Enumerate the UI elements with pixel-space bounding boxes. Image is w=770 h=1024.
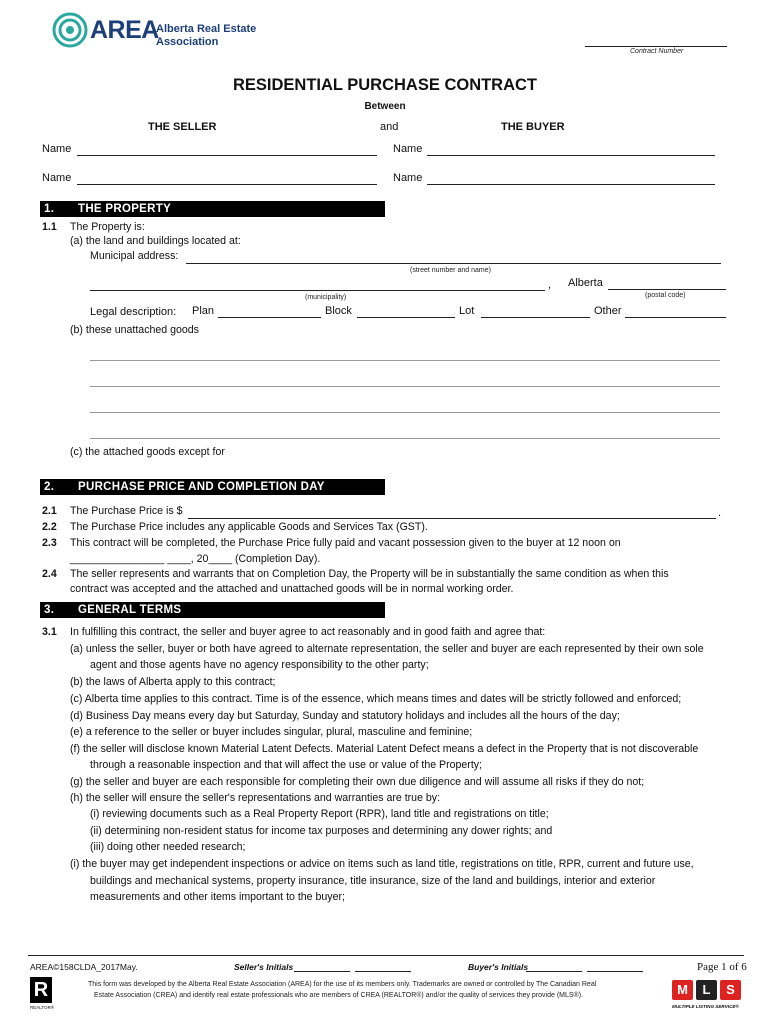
clause-text: This contract will be completed, the Purchase Price fully paid and vacant possession given to the buyer at 12 noon on xyxy=(70,537,621,549)
section-2-number: 2. xyxy=(44,481,55,493)
clause-text: The Purchase Price is $ xyxy=(70,505,183,517)
term-line xyxy=(0,710,770,726)
seller-initials-field-2[interactable] xyxy=(355,971,411,972)
term-line xyxy=(0,808,770,824)
term-line xyxy=(0,726,770,742)
logo-sub-line2: Association xyxy=(156,36,219,48)
term-line xyxy=(0,743,770,759)
buyer-name-field-1[interactable] xyxy=(427,155,715,156)
term-line xyxy=(0,792,770,808)
mls-caption: MULTIPLE LISTING SERVICE® xyxy=(672,1004,739,1009)
buyer-initials-field-2[interactable] xyxy=(587,971,643,972)
section-2-title: PURCHASE PRICE AND COMPLETION DAY xyxy=(78,481,325,493)
term-text: measurements and other items important to the buyer; xyxy=(90,891,345,903)
clause-3-1 xyxy=(0,626,770,642)
mls-s-icon: S xyxy=(720,980,741,1000)
clause-2-2 xyxy=(0,521,770,537)
municipal-address-field[interactable] xyxy=(186,263,721,264)
term-text: (i) the buyer may get independent inspections or advice on items such as land title, registrations on title, RPR, current and future use, xyxy=(70,858,694,870)
comma: , xyxy=(548,279,552,291)
term-line xyxy=(0,693,770,709)
clause-text: The Purchase Price includes any applicable Goods and Services Tax (GST). xyxy=(70,521,428,533)
clause-1-1-a: (a) the land and buildings located at: xyxy=(70,235,241,247)
clause-2-4 xyxy=(0,568,770,584)
term-text: (e) a reference to the seller or buyer includes singular, plural, masculine and feminine; xyxy=(70,726,473,738)
form-id: AREA©158CLDA_2017May. xyxy=(30,962,138,972)
contract-number-line[interactable] xyxy=(585,46,727,47)
street-caption: (street number and name) xyxy=(410,267,491,274)
contract-number-label: Contract Number xyxy=(630,48,684,55)
term-line xyxy=(0,841,770,857)
footer-rule xyxy=(28,955,744,956)
section-1-title: THE PROPERTY xyxy=(78,203,172,215)
other-field[interactable] xyxy=(625,317,726,318)
lot-label: Lot xyxy=(459,305,475,317)
municipal-address-label: Municipal address: xyxy=(90,250,179,262)
clause-1-1-b: (b) these unattached goods xyxy=(70,324,199,336)
seller-name-label-2: Name xyxy=(42,172,72,184)
municipality-field[interactable] xyxy=(90,290,545,291)
seller-initials-label: Seller's Initials xyxy=(234,962,294,972)
seller-name-field-2[interactable] xyxy=(77,184,377,185)
area-logo-icon xyxy=(52,12,88,48)
seller-name-label-1: Name xyxy=(42,143,72,155)
term-text: through a reasonable inspection and that will affect the use or value of the Property; xyxy=(90,759,483,771)
purchase-price-period: . xyxy=(718,507,722,519)
buyer-name-field-2[interactable] xyxy=(427,184,715,185)
clause-number: 3.1 xyxy=(42,626,57,638)
term-text: agent and those agents have no agency responsibility to the other party; xyxy=(90,659,429,671)
unattached-goods-line-2[interactable] xyxy=(90,386,720,387)
term-line xyxy=(0,776,770,792)
realtor-caption: REALTOR® xyxy=(30,1005,55,1010)
mls-logo xyxy=(672,978,742,1016)
clause-1-1-c: (c) the attached goods except for xyxy=(70,446,225,458)
clause-2-4-line2 xyxy=(0,583,770,599)
term-text: (iii) doing other needed research; xyxy=(90,841,246,853)
term-text: (c) Alberta time applies to this contract. Time is of the essence, which means times and dates will be strictly followed and enforced; xyxy=(70,693,682,705)
clause-2-3 xyxy=(0,537,770,553)
term-line xyxy=(0,659,770,675)
lot-field[interactable] xyxy=(481,317,590,318)
term-text: (b) the laws of Alberta apply to this contract; xyxy=(70,676,276,688)
logo-wordmark: AREA xyxy=(90,16,159,44)
term-line xyxy=(0,891,770,907)
postal-code-field[interactable] xyxy=(608,289,726,290)
and-label: and xyxy=(380,121,399,133)
section-1-number: 1. xyxy=(44,203,55,215)
clause-2-3-line2[interactable] xyxy=(0,553,770,569)
section-2-header xyxy=(40,479,385,495)
term-line xyxy=(0,858,770,874)
section-3-title: GENERAL TERMS xyxy=(78,604,182,616)
clause-number: 2.4 xyxy=(42,568,57,580)
term-text: (i) reviewing documents such as a Real Property Report (RPR), land title and registrations on title; xyxy=(90,808,549,820)
legal-description-label: Legal description: xyxy=(90,306,177,318)
term-text: (h) the seller will ensure the seller's representations and warranties are true by: xyxy=(70,792,441,804)
postal-caption: (postal code) xyxy=(645,292,686,299)
term-line xyxy=(0,759,770,775)
buyer-name-label-2: Name xyxy=(393,172,423,184)
term-text: (g) the seller and buyer are each responsible for completing their own due diligence and will assume all risks if they do not; xyxy=(70,776,645,788)
realtor-logo xyxy=(30,977,54,1013)
area-logo xyxy=(52,10,262,50)
trademark-notice-line2: Estate Association (CREA) and identify real estate professionals who are members of CREA (REALTOR®) and/or the quality of services they provide (MLS®). xyxy=(94,992,583,999)
municipality-caption: (municipality) xyxy=(305,294,347,301)
term-line xyxy=(0,676,770,692)
mls-m-icon: M xyxy=(672,980,693,1000)
clause-number: 2.1 xyxy=(42,505,57,517)
block-label: Block xyxy=(325,305,352,317)
realtor-r-icon: R xyxy=(30,977,52,1003)
unattached-goods-line-3[interactable] xyxy=(90,412,720,413)
other-label: Other xyxy=(594,305,622,317)
clause-number: 2.3 xyxy=(42,537,57,549)
buyer-heading: THE BUYER xyxy=(501,121,565,133)
clause-text: The Property is: xyxy=(70,221,145,233)
completion-day-field[interactable]: ________________ ____, 20____ (Completion Day). xyxy=(70,553,321,565)
trademark-notice-line1: This form was developed by the Alberta Real Estate Association (AREA) for the use of its members only. Trademarks are owned or controlled by The Canadian Real xyxy=(88,981,597,988)
seller-heading: THE SELLER xyxy=(148,121,217,133)
buyer-name-label-1: Name xyxy=(393,143,423,155)
unattached-goods-line-1[interactable] xyxy=(90,360,720,361)
buyer-initials-label: Buyer's Initials xyxy=(468,962,529,972)
term-text: (d) Business Day means every day but Saturday, Sunday and statutory holidays and includes all the hours of the day; xyxy=(70,710,620,722)
logo-sub-line1: Alberta Real Estate xyxy=(156,23,257,35)
purchase-price-field[interactable] xyxy=(188,518,716,519)
mls-l-icon: L xyxy=(696,980,717,1000)
clause-text: contract was accepted and the attached and unattached goods will be in normal working order. xyxy=(70,583,514,595)
page-title: RESIDENTIAL PURCHASE CONTRACT xyxy=(232,76,538,94)
term-text: (ii) determining non-resident status for income tax purposes and determining any dower rights; and xyxy=(90,825,553,837)
alberta-label: Alberta xyxy=(568,277,603,289)
seller-name-field-1[interactable] xyxy=(77,155,377,156)
term-text: (a) unless the seller, buyer or both have agreed to alternate representation, the seller and buyer are each represented by their own sole xyxy=(70,643,704,655)
plan-label: Plan xyxy=(192,305,215,317)
section-3-header xyxy=(40,602,385,618)
section-1-header xyxy=(40,201,385,217)
term-line xyxy=(0,643,770,659)
clause-text: In fulfilling this contract, the seller and buyer agree to act reasonably and in good faith and agree that: xyxy=(70,626,546,638)
term-line xyxy=(0,825,770,841)
buyer-initials-field-1[interactable] xyxy=(526,971,582,972)
clause-number: 2.2 xyxy=(42,521,57,533)
term-text: (f) the seller will disclose known Material Latent Defects. Material Latent Defect means a defect in the Property that is not discoverable xyxy=(70,743,699,755)
term-text: buildings and mechanical systems, property insurance, title insurance, size of the land and buildings, interior and exterior xyxy=(90,875,656,887)
clause-number: 1.1 xyxy=(42,221,57,233)
section-3-number: 3. xyxy=(44,604,55,616)
term-line xyxy=(0,875,770,891)
clause-text: The seller represents and warrants that on Completion Day, the Property will be in substantially the same condition as when this xyxy=(70,568,669,580)
plan-field[interactable] xyxy=(218,317,321,318)
between-label: Between xyxy=(364,101,406,112)
page-number: Page 1 of 6 xyxy=(697,961,747,973)
seller-initials-field-1[interactable] xyxy=(294,971,350,972)
block-field[interactable] xyxy=(357,317,455,318)
unattached-goods-line-4[interactable] xyxy=(90,438,720,439)
